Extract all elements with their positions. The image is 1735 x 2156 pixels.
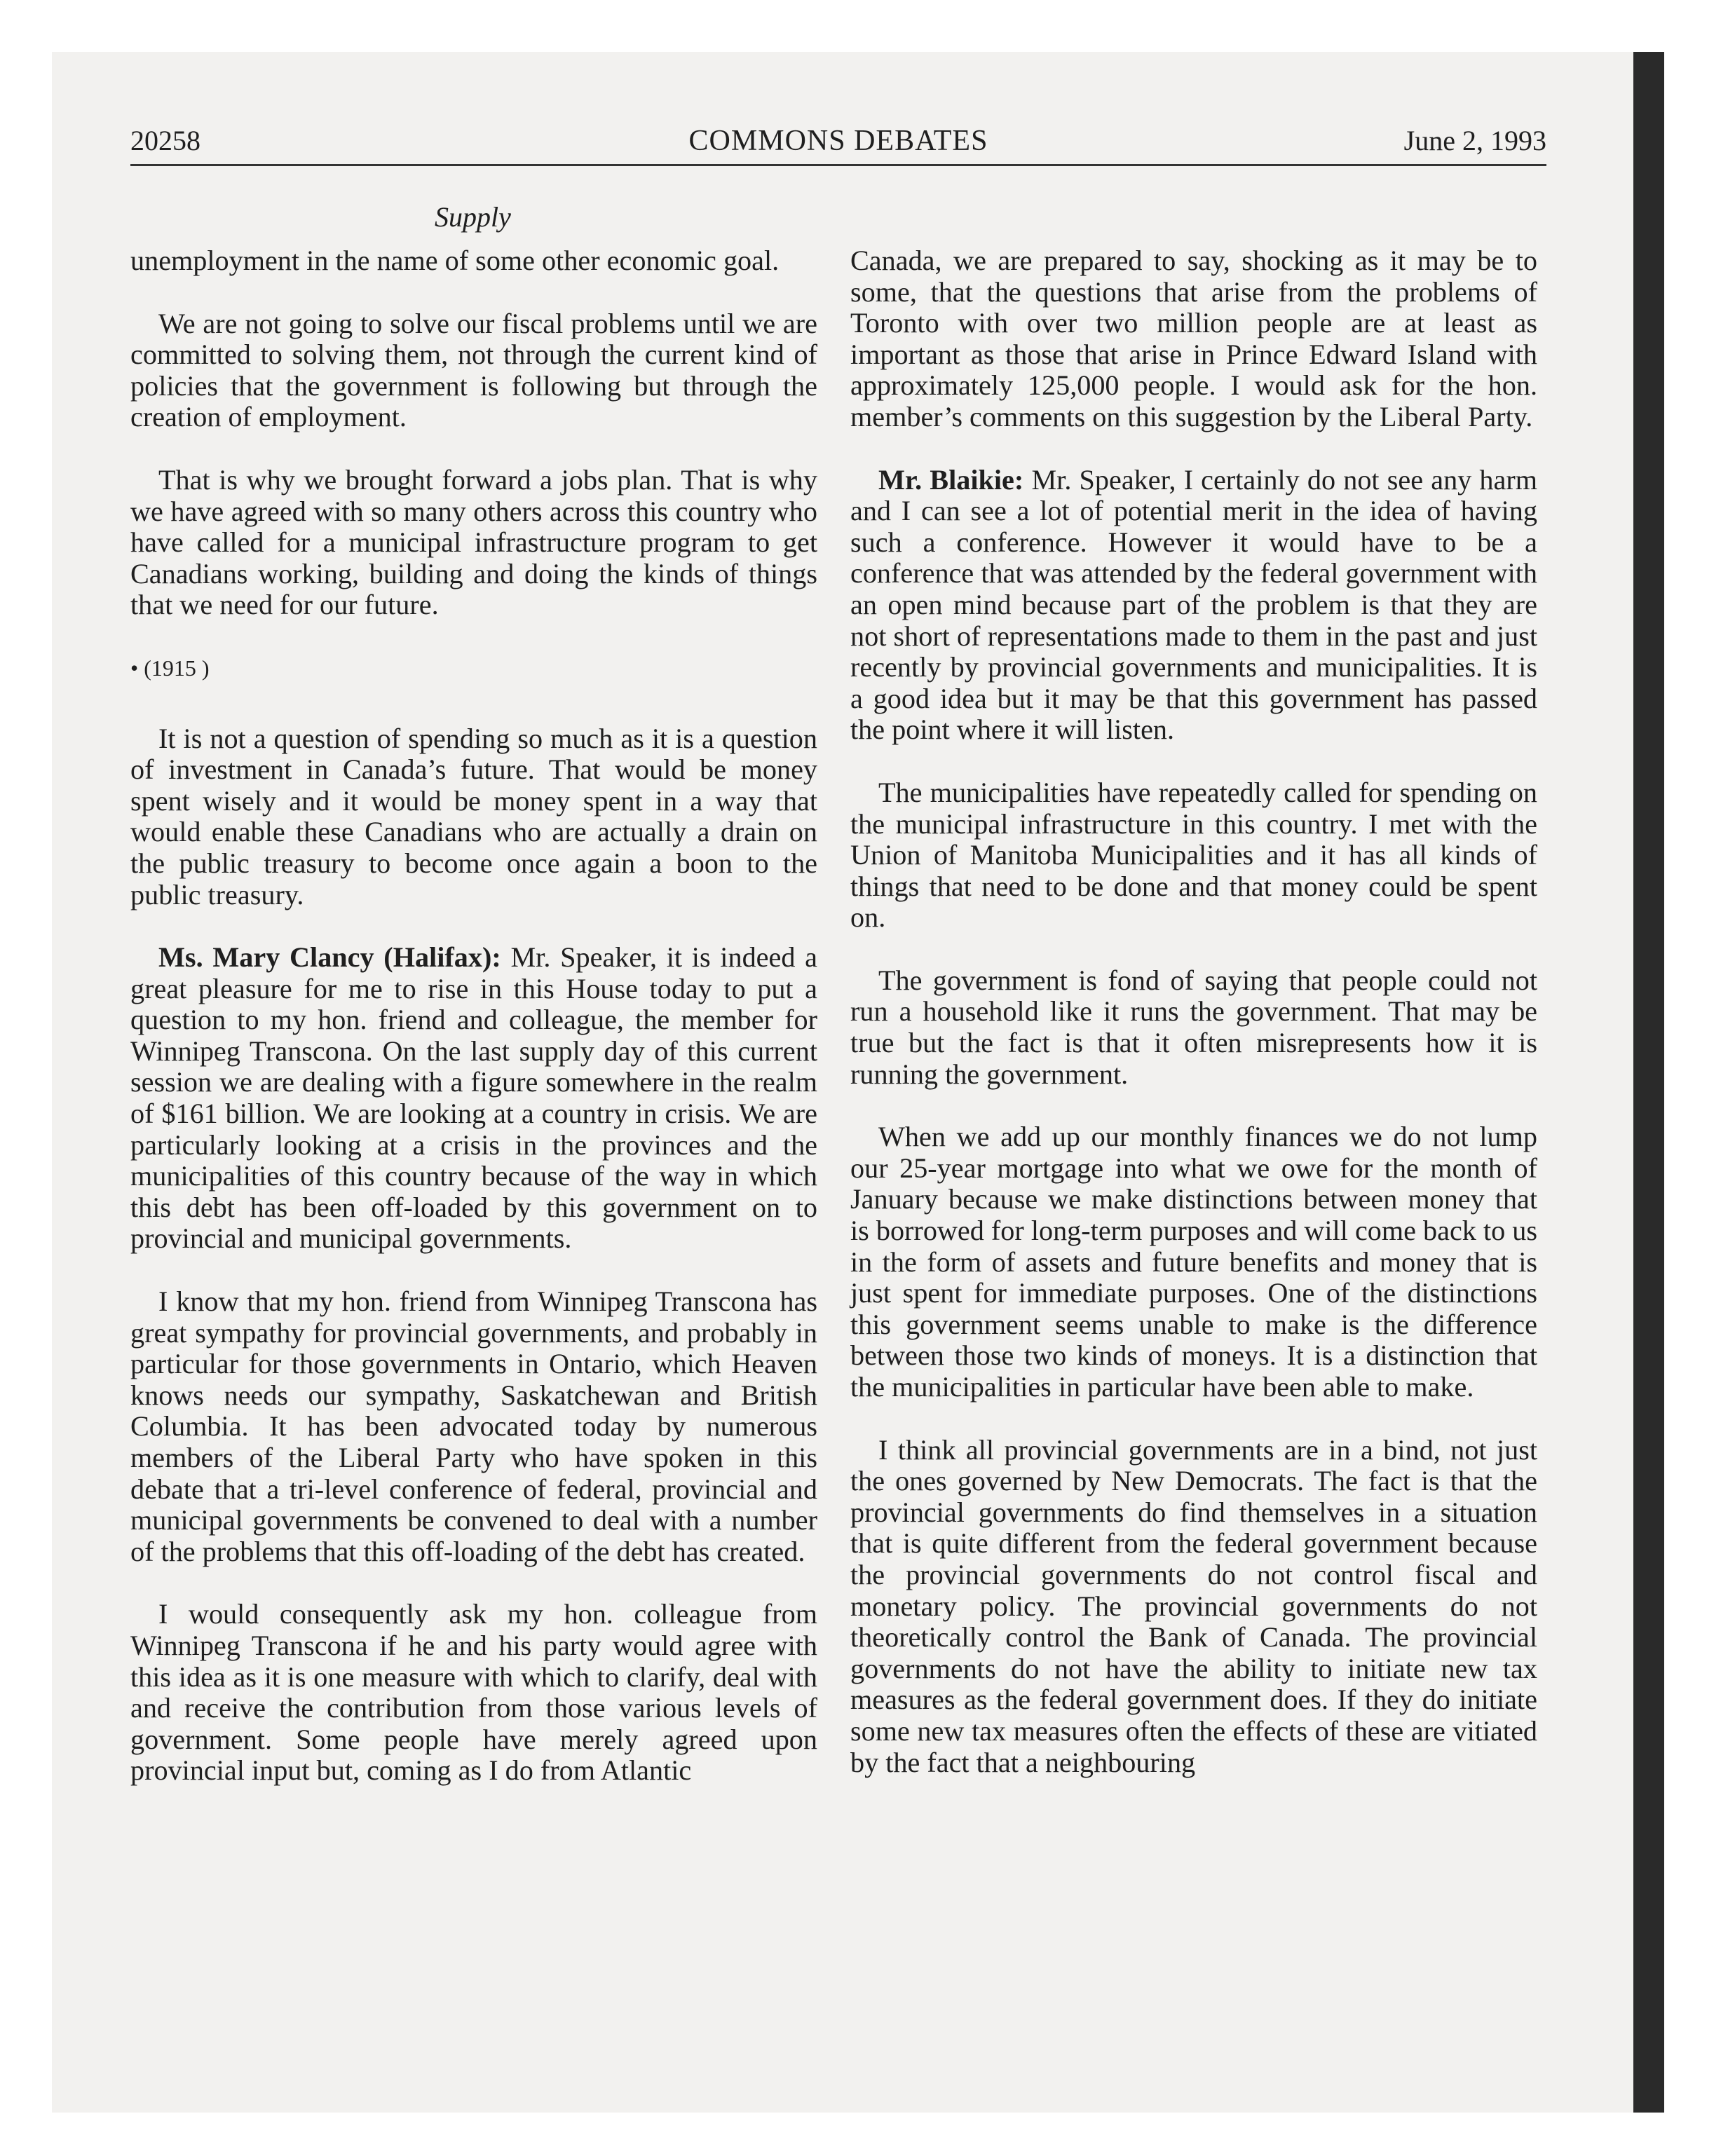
page-number: 20258 <box>130 125 200 156</box>
speech-text: Mr. Speaker, I certainly do not see any harm and I can see a lot of potential merit in the idea of having such a conference. However it would have to be a conference that was attended by the federal government with an open mind because part of the problem is that they are not short of representations made to them in the past and just recently by provincial governments and municipalities. It is a good idea but it may be that this government has passed the point where it will listen. <box>850 463 1538 746</box>
page-date: June 2, 1993 <box>1403 125 1546 156</box>
speech-text: Mr. Speaker, it is indeed a great pleasure for me to rise in this House today to put a question to my hon. friend and colleague, the member for Winnipeg Transcona. On the last supply day of this current session we are dealing with a figure somewhere in the realm of $161 billion. We are looking at a country in crisis. We are particularly looking at a crisis in the provinces and the municipalities of this country because of the way in which this debt has been off-loaded by this government on to provincial and municipal governments. <box>130 941 817 1255</box>
left-column <box>130 245 817 1818</box>
time-marker: • (1915 ) <box>130 655 210 681</box>
section-title: Supply <box>435 201 511 233</box>
speaker-name: Mr. Blaikie: <box>878 463 1024 496</box>
paragraph: I would consequently ask my hon. colleague from Winnipeg Transcona if he and his party would agree with this idea as it is one measure with which to clarify, deal with and receive the contribution from those various levels of government. Some people have merely agreed upon provincial input but, coming as I do from Atlantic <box>130 1598 817 1787</box>
publication-title: COMMONS DEBATES <box>688 125 988 157</box>
paragraph: The government is fond of saying that people could not run a household like it runs the government. That may be true but the fact is that it often misrepresents how it is running the government. <box>850 964 1537 1090</box>
paragraph: We are not going to solve our fiscal problems until we are committed to solving them, not through the current kind of policies that the government is following but through the creation of employment. <box>130 307 817 433</box>
paragraph: unemployment in the name of some other economic goal. <box>130 245 780 276</box>
paragraph: That is why we brought forward a jobs plan. That is why we have agreed with so many others across this country who have called for a municipal infrastructure program to get Canadians working, building and doing the kinds of things that we need for our future. <box>130 463 817 621</box>
paragraph: Canada, we are prepared to say, shocking as it may be to some, that the questions that arise from the problems of Toronto with over two million people are at least as important as those that arise in Prince Edward Island with approximately 125,000 people. I would ask for the hon. member’s comments on this suggestion by the Liberal Party. <box>850 245 1537 432</box>
paragraph: When we add up our monthly finances we do not lump our 25-year mortgage into what we owe for the month of January because we make distinctions between money that is borrowed for long-term purposes and will come back to us in the form of assets and future benefits and money that is just spent for immediate purposes. One of the distinctions this government seems unable to make is the difference between those two kinds of moneys. It is a distinction that the municipalities in particular have been able to make. <box>850 1121 1537 1403</box>
speech-paragraph <box>130 942 817 1255</box>
paragraph: It is not a question of spending so much as it is a question of investment in Canada’s future. That would be money spent wisely and it would be money spent in a way that would enable these Canadians who are actually a drain on the public treasury to become once again a boon to the public treasury. <box>130 722 817 910</box>
header-rule <box>130 164 1546 166</box>
paragraph: I know that my hon. friend from Winnipeg Transcona has great sympathy for provincial governments, and probably in particular for those governments in Ontario, which Heaven knows needs our sympathy, Saskatchewan and British Columbia. It has been advocated today by numerous members of the Liberal Party who have spoken in this debate that a tri-level conference of federal, provincial and municipal governments be convened to deal with a number of the problems that this off-loading of the debt has created. <box>130 1285 817 1567</box>
speech-paragraph <box>850 465 1537 746</box>
right-column <box>850 245 1537 1810</box>
speaker-name: Ms. Mary Clancy (Halifax): <box>158 941 501 974</box>
paragraph: I think all provincial governments are in a bind, not just the ones governed by New Democrats. The fact is that the provincial governments do find themselves in a situation that is quite different from the federal government because the provincial governments do not control fiscal and monetary policy. The provincial governments do not theoretically control the Bank of Canada. The provincial governments do not have the ability to initiate new tax measures as the federal government does. If they do initiate some new tax measures often the effects of these are vitiated by the fact that a neighbouring <box>850 1433 1537 1778</box>
binding-edge <box>1633 52 1664 2113</box>
paragraph: The municipalities have repeatedly called for spending on the municipal infrastructure in this country. I met with the Union of Manitoba Municipalities and it has all kinds of things that need to be done and that money could be spent on. <box>850 776 1537 934</box>
